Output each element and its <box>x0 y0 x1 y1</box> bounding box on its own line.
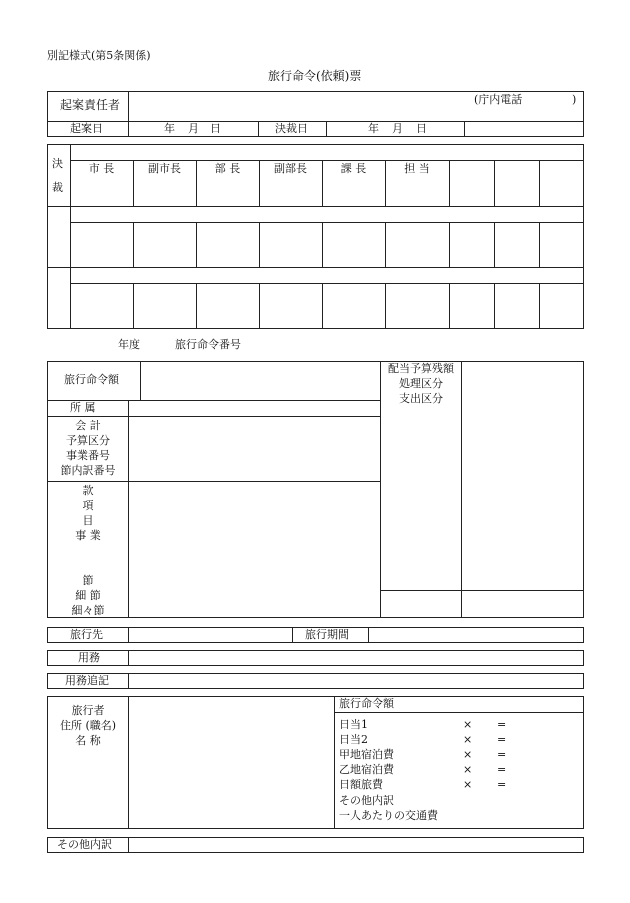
decision-day: 日 <box>416 122 427 135</box>
budget-amount-label: 旅行命令額 <box>64 373 119 386</box>
order-amount-title: 旅行命令額 <box>339 697 394 710</box>
fiscal-year-label: 年度 <box>118 338 140 351</box>
form-title: 旅行命令(依頼)票 <box>268 69 362 83</box>
item-lodging-b: 乙地宿泊費 <box>339 763 394 776</box>
decision-date-label: 決裁日 <box>275 122 308 135</box>
role-mayor: 市 長 <box>88 162 115 175</box>
period-label: 旅行期間 <box>305 628 349 641</box>
account-label: 会 計 予算区分 事業番号 節内訳番号 <box>60 419 116 477</box>
role-director: 部 長 <box>214 162 241 175</box>
role-section-chief: 課 長 <box>340 162 367 175</box>
other-breakdown-line: その他内訳 <box>339 794 394 807</box>
equals-sign: = <box>497 718 507 731</box>
role-deputy-director: 副部長 <box>274 162 307 175</box>
purpose-label: 用務 <box>78 651 100 664</box>
equals-sign: = <box>497 748 507 761</box>
draft-month: 月 <box>188 122 199 135</box>
item-lodging-a: 甲地宿泊費 <box>339 748 394 761</box>
transport-per-person-line: 一人あたりの交通費 <box>339 809 438 822</box>
equals-sign: = <box>497 763 507 776</box>
item-daily-fixed: 日額旅費 <box>339 778 383 791</box>
category-label: 款 項 目 事 業 節 細 節 細々節 <box>71 484 105 617</box>
times-sign: × <box>463 733 473 746</box>
decision-year: 年 <box>368 122 379 135</box>
decision-month: 月 <box>392 122 403 135</box>
affiliation-label: 所 属 <box>70 401 96 414</box>
role-staff: 担 当 <box>404 162 430 175</box>
purpose-extra-label: 用務追記 <box>65 674 109 687</box>
form-reference: 別記様式(第5条関係) <box>47 49 151 62</box>
destination-label: 旅行先 <box>70 628 103 641</box>
role-deputy-mayor: 副市長 <box>148 162 181 175</box>
other-breakdown-label: その他内訳 <box>57 838 112 851</box>
tel-open: (庁内電話 <box>474 93 523 106</box>
times-sign: × <box>463 748 473 761</box>
order-number-label: 旅行命令番号 <box>175 338 241 351</box>
times-sign: × <box>463 763 473 776</box>
approval-label: 決 裁 <box>52 157 63 194</box>
times-sign: × <box>463 718 473 731</box>
traveler-label: 旅行者 住所 (職名) 名 称 <box>59 704 117 747</box>
budget-side-labels: 配当予算残額 処理区分 支出区分 <box>388 362 454 405</box>
draft-year: 年 <box>164 122 175 135</box>
tel-close: ) <box>572 93 577 106</box>
item-daily-allowance-2: 日当2 <box>339 733 368 746</box>
item-daily-allowance-1: 日当1 <box>339 718 368 731</box>
draft-date-label: 起案日 <box>70 122 103 135</box>
draft-day: 日 <box>210 122 221 135</box>
equals-sign: = <box>497 778 507 791</box>
equals-sign: = <box>497 733 507 746</box>
drafter-label: 起案責任者 <box>60 98 121 112</box>
times-sign: × <box>463 778 473 791</box>
